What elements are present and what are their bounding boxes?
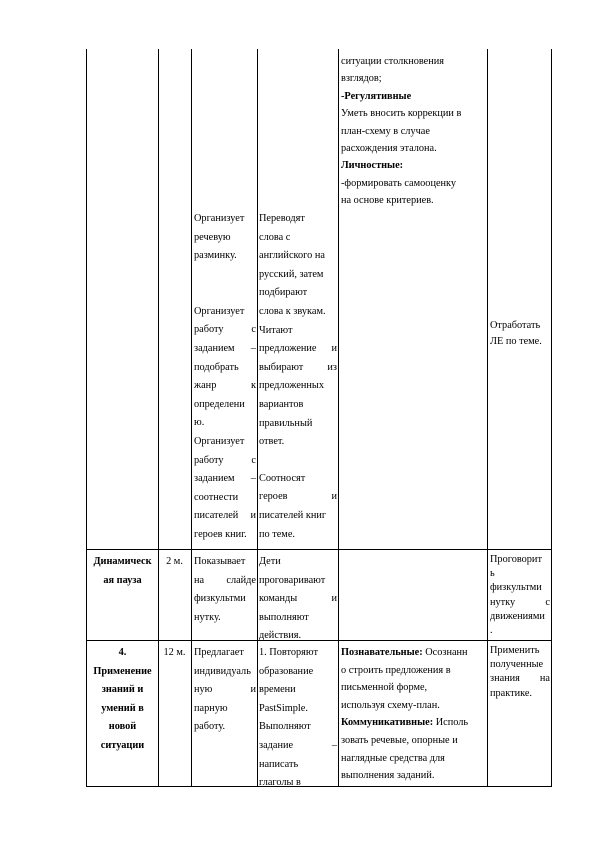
students-text-line: написать — [259, 758, 299, 770]
stage-title-line: ситуации — [100, 739, 145, 751]
students-text-line: Читают — [259, 324, 293, 336]
row2-students-cell — [259, 553, 337, 646]
uud-text-line: используя схему-план. — [341, 699, 440, 711]
teacher-text-line: нутку. — [194, 611, 221, 623]
uud-text-line: ситуации столкновения — [341, 56, 445, 67]
uud-text-line — [341, 714, 486, 732]
students-text-line: Выполняют — [259, 721, 311, 733]
students-text-line: писателей книг — [259, 509, 327, 521]
result-text-line: физкультми — [490, 582, 542, 594]
uud-text-line — [341, 644, 486, 662]
stage-title-line: знаний и — [101, 684, 144, 696]
uud-text-line: Уметь вносить коррекции в — [341, 108, 462, 120]
teacher-text-line: писателей и — [194, 510, 256, 522]
uud-text-line: выполнения заданий. — [341, 770, 435, 782]
uud-text-line: план-схему в случае — [341, 125, 430, 137]
teacher-text-line: индивидуаль — [194, 665, 251, 677]
row1-result-cell — [490, 318, 550, 350]
uud-text-line: взглядов; — [341, 73, 382, 85]
students-text-line: ответ. — [259, 436, 285, 448]
time-value: 12 м. — [163, 647, 186, 658]
students-text-line: вариантов — [259, 398, 304, 410]
row1-students-cell — [259, 210, 337, 544]
row2-stage-cell — [88, 553, 157, 590]
students-text-line: задание – — [259, 739, 337, 751]
uud-inline-text: Осознанн — [422, 647, 468, 658]
teacher-text-line: ную и — [194, 684, 256, 696]
time-value: 2 м. — [166, 556, 183, 567]
stage-title-line: новой — [108, 721, 137, 733]
col-border-b — [158, 49, 159, 787]
result-text-line: ь — [490, 568, 495, 580]
col-border-e — [338, 49, 339, 787]
result-text-line: практике. — [490, 687, 532, 699]
students-text-line: слова к звукам. — [259, 305, 326, 317]
stage-title-line: умений в — [101, 702, 144, 714]
teacher-text-line: Организует — [194, 435, 245, 447]
students-text-line: Дети — [259, 556, 281, 567]
teacher-text-line: заданием – — [194, 473, 256, 485]
teacher-text-line: определени — [194, 398, 245, 410]
teacher-text-line: заданием – — [194, 342, 256, 354]
teacher-text-line: работу с — [194, 454, 256, 466]
students-text-line: подбирают — [259, 287, 308, 299]
teacher-text-line: Показывает — [194, 556, 246, 567]
cognitive-heading: Познавательные: — [341, 647, 423, 658]
stage-title-line: 4. — [118, 647, 127, 658]
teacher-text-line: Организует — [194, 213, 245, 224]
students-text-line: русский, затем — [259, 268, 324, 280]
uud-text-line: о строить предложения в — [341, 664, 451, 676]
result-text-line: Проговорит — [490, 554, 542, 565]
uud-text-line: -формировать самооценку — [341, 177, 457, 189]
col-border-a — [86, 49, 87, 787]
teacher-text-line: работу с — [194, 324, 256, 336]
row2-result-cell — [490, 553, 550, 638]
row1-teacher-cell — [194, 210, 256, 545]
teacher-text-line: соотнести — [194, 491, 239, 503]
students-text-line: английского на — [259, 250, 325, 262]
col-border-f — [487, 49, 488, 787]
teacher-text-line: работу. — [194, 721, 226, 733]
personal-heading: Личностные: — [341, 160, 404, 172]
teacher-text-line: подобрать — [194, 361, 239, 373]
row3-stage-cell — [88, 644, 157, 756]
row1-uud-cell — [341, 53, 485, 210]
students-text-line: предложенных — [259, 380, 324, 392]
result-text-line: полученные — [490, 659, 544, 671]
stage-title-line: Применение — [93, 665, 152, 677]
teacher-text-line: разминку. — [194, 250, 237, 262]
students-text-line: выбирают из — [259, 361, 337, 373]
row2-teacher-cell — [194, 553, 256, 627]
teacher-text-line: парную — [194, 702, 228, 714]
students-text-line: действия. — [259, 630, 302, 642]
students-text-line: героев и — [259, 491, 337, 503]
uud-text-line: расхождения эталона. — [341, 143, 437, 155]
result-text-line: Отработать — [490, 320, 541, 331]
students-text-line: 1. Повторяют — [259, 647, 318, 658]
students-text-line: PastSimple. — [259, 702, 308, 714]
row3-uud-cell — [341, 644, 486, 785]
students-text-line: выполняют — [259, 611, 309, 623]
row2-time-cell — [159, 553, 190, 572]
teacher-text-line: ю. — [194, 417, 205, 429]
uud-inline-text: Исполь — [433, 717, 469, 729]
students-text-line: Соотносят — [259, 472, 306, 484]
result-text-line: ЛЕ по теме. — [490, 336, 542, 347]
uud-text-line: зовать речевые, опорные и — [341, 734, 458, 746]
communicative-heading: Коммуникативные: — [341, 717, 434, 729]
students-text-line: правильный — [259, 417, 313, 429]
col-border-g — [551, 49, 552, 787]
uud-text-line: письменной форме, — [341, 682, 428, 694]
students-text-line: Переводят — [259, 213, 305, 224]
result-text-line: Применить — [490, 645, 540, 656]
col-border-d — [257, 49, 258, 787]
uud-text-line: на основе критериев. — [341, 195, 434, 207]
teacher-text-line: героев книг. — [194, 528, 247, 540]
teacher-text-line: Организует — [194, 305, 245, 317]
students-text-line: образование — [259, 665, 314, 677]
teacher-text-line: Предлагает — [194, 647, 244, 658]
row3-time-cell — [159, 644, 190, 663]
regulative-heading: -Регулятивные — [341, 90, 412, 102]
col-border-c — [191, 49, 192, 787]
students-text-line: времени — [259, 684, 296, 696]
teacher-text-line: на слайде — [194, 574, 256, 586]
teacher-text-line: физкультми — [194, 593, 246, 605]
students-text-line: проговаривают — [259, 574, 326, 586]
teacher-text-line: жанр к — [194, 380, 256, 392]
stage-title-line: Динамическ — [93, 556, 152, 567]
row3-teacher-cell — [194, 644, 256, 737]
stage-title-line: ая пауза — [103, 574, 142, 586]
result-text-line: движениями — [490, 610, 545, 622]
row-divider-1 — [86, 549, 552, 550]
students-text-line: по теме. — [259, 528, 295, 540]
row3-students-cell — [259, 644, 337, 793]
teacher-text-line: речевую — [194, 231, 231, 243]
students-text-line: команды и — [259, 593, 337, 605]
students-text-line: предложение и — [259, 343, 337, 355]
uud-text-line: наглядные средства для — [341, 752, 445, 764]
students-text-line: слова с — [259, 231, 291, 243]
row3-result-cell — [490, 644, 550, 701]
result-text-line: . — [490, 625, 493, 637]
students-text-line: глаголы в — [259, 777, 301, 789]
result-text-line: нутку с — [490, 596, 550, 608]
result-text-line: знания на — [490, 673, 550, 685]
